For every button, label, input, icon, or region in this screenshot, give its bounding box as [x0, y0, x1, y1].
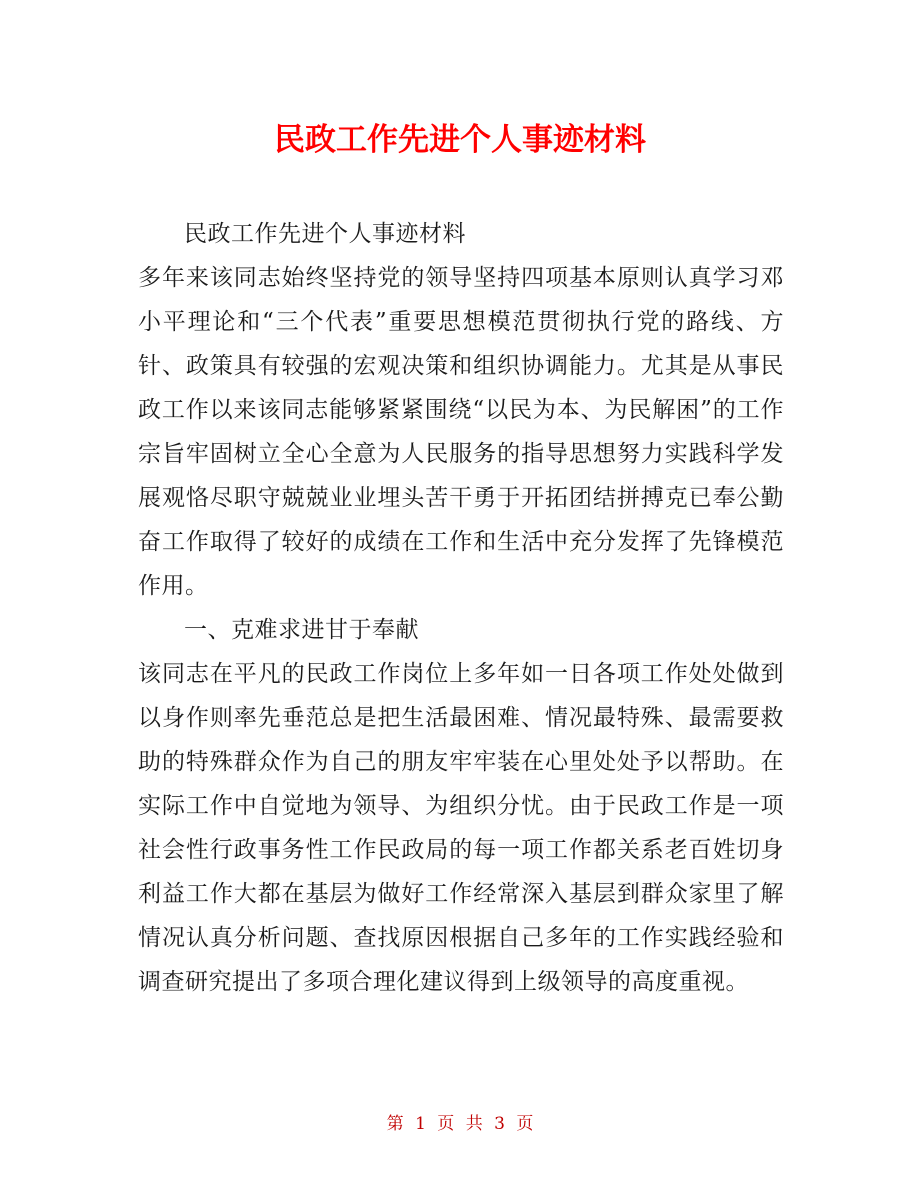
section-paragraph: 该同志在平凡的民政工作岗位上多年如一日各项工作处处做到以身作则率先垂范总是把生活最困难、情况最特殊、最需要救助的特殊群众作为自己的朋友牢牢装在心里处处予以帮助。在实际工作中自觉地为领导、为组织分忧。由于民政工作是一项社会性行政事务性工作民政局的每一项工作都关系老百姓切身利益工作大都在基层为做好工作经常深入基层到群众家里了解情况认真分析问题、查找原因根据自己多年的工作实践经验和调查研究提出了多项合理化建议得到上级领导的高度重视。 — [138, 661, 784, 995]
document-body — [138, 212, 784, 1004]
section-heading: 一、克难求进甘于奉献 — [184, 617, 419, 643]
intro-paragraph: 多年来该同志始终坚持党的领导坚持四项基本原则认真学习邓小平理论和“三个代表”重要思想模范贯彻执行党的路线、方针、政策具有较强的宏观决策和组织协调能力。尤其是从事民政工作以来该同志能够紧紧围绕“以民为本、为民解困”的工作宗旨牢固树立全心全意为人民服务的指导思想努力实践科学发展观恪尽职守兢兢业业埋头苦干勇于开拓团结拼搏克已奉公勤奋工作取得了较好的成绩在工作和生活中充分发挥了先锋模范作用。 — [138, 265, 784, 599]
page-title: 民政工作先进个人事迹材料 — [274, 122, 646, 158]
page-number-footer: 第 1 页 共 3 页 — [386, 1114, 534, 1134]
subtitle-paragraph: 民政工作先进个人事迹材料 — [184, 221, 466, 247]
